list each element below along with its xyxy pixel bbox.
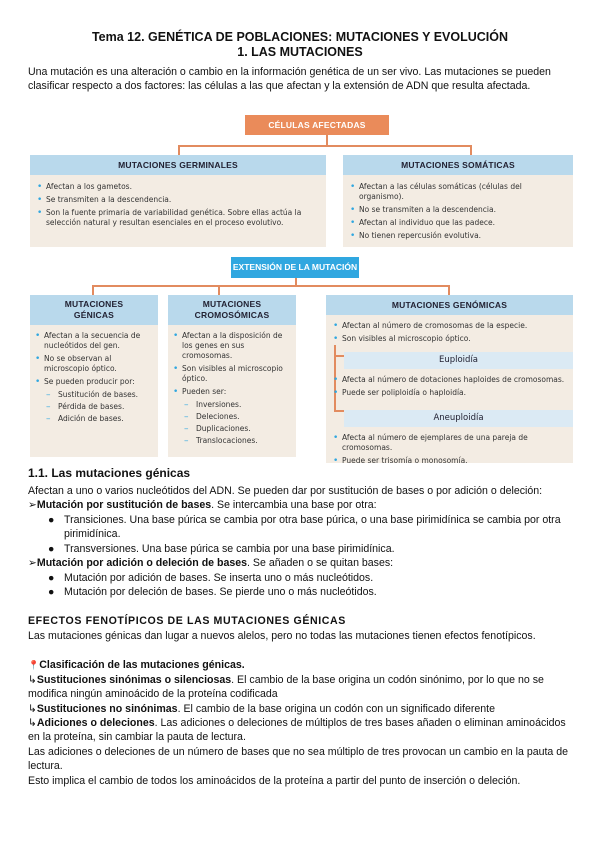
frameshift-paragraph: Las adiciones o deleciones de un número de bases que no sea múltiplo de tres provocan un cambio en la pauta de lectura. bbox=[28, 746, 569, 772]
bullet-icon: ● bbox=[48, 543, 55, 555]
genic-header: MUTACIONES GÉNICAS bbox=[30, 295, 158, 325]
chromosomal-header: MUTACIONES CROMOSÓMICAS bbox=[168, 295, 296, 325]
genomic-item: • Son visibles al microscopio óptico. bbox=[332, 334, 568, 344]
euploidy-item: • Puede ser poliploidía o haploidía. bbox=[332, 388, 568, 398]
somatic-item: • No tienen repercusión evolutiva. bbox=[349, 231, 567, 241]
return-arrow-icon: ↳ bbox=[28, 717, 37, 729]
aneuploidy-item: • Puede ser trisomía o monosomía. bbox=[332, 456, 568, 466]
genic-item: • Se pueden producir por: bbox=[34, 377, 154, 387]
germinal-panel bbox=[30, 175, 326, 247]
chromosomal-panel bbox=[168, 325, 296, 457]
chromosomal-item: • Afectan a la disposición de los genes en sus cromosomas. bbox=[172, 331, 292, 361]
deletion-item: Mutación por deleción de bases. Se pierde uno o más nucleótidos. bbox=[64, 586, 377, 598]
classification-heading: 📍Clasificación de las mutaciones génicas. bbox=[28, 659, 245, 671]
chromosomal-item: • Son visibles al microscopio óptico. bbox=[172, 364, 292, 384]
pin-icon: 📍 bbox=[28, 660, 40, 670]
genomic-item: • Afectan al número de cromosomas de la especie. bbox=[332, 321, 568, 331]
genic-subitem: – Sustitución de bases. bbox=[34, 390, 154, 400]
arrow-icon: ➢ bbox=[28, 557, 37, 569]
genic-subitem: – Pérdida de bases. bbox=[34, 402, 154, 412]
indel-paragraph: ↳Adiciones o deleciones. Las adiciones o deleciones de múltiplos de tres bases añaden o eliminan aminoácidos en la proteína, sin cambiar la pauta de lectura. bbox=[28, 717, 566, 743]
genomic-header: MUTACIONES GENÓMICAS bbox=[326, 295, 573, 315]
addition-deletion-line: ➢Mutación por adición o deleción de bases. Se añaden o se quitan bases: bbox=[28, 557, 394, 569]
genomic-panel bbox=[326, 315, 573, 463]
euploidy-header: Euploidía bbox=[344, 352, 573, 369]
somatic-header: MUTACIONES SOMÁTICAS bbox=[343, 155, 573, 175]
extension-header: EXTENSIÓN DE LA MUTACIÓN bbox=[231, 257, 359, 278]
chromosomal-subitem: – Duplicaciones. bbox=[172, 424, 292, 434]
genic-item: • Afectan a la secuencia de nucleótidos del gen. bbox=[34, 331, 154, 351]
somatic-panel bbox=[343, 175, 573, 247]
germinal-header: MUTACIONES GERMINALES bbox=[30, 155, 326, 175]
section-title: 1. LAS MUTACIONES bbox=[237, 45, 363, 59]
addition-item: Mutación por adición de bases. Se inserta uno o más nucleótidos. bbox=[64, 572, 374, 584]
genic-subitem: – Adición de bases. bbox=[34, 414, 154, 424]
synonymous-paragraph: ↳Sustituciones sinónimas o silenciosas. El cambio de la base origina un codón sinónimo, por lo que no se modifica ningún aminoácido de la proteína codificada bbox=[28, 674, 544, 700]
intro-paragraph: Una mutación es una alteración o cambio en la información genética de un ser vivo. Las mutaciones se pueden clasificar respecto a dos factores: las células a las que afectan y la extensión de ADN que resulta afectada. bbox=[28, 66, 551, 92]
chromosomal-item: • Pueden ser: bbox=[172, 387, 292, 397]
arrow-icon: ➢ bbox=[28, 499, 37, 511]
germinal-item: • Afectan a los gametos. bbox=[36, 182, 320, 192]
bullet-icon: ● bbox=[48, 586, 55, 598]
effects-intro: Las mutaciones génicas dan lugar a nuevos alelos, pero no todas las mutaciones tienen efectos fenotípicos. bbox=[28, 630, 536, 642]
genic-item: • No se observan al microscopio óptico. bbox=[34, 354, 154, 374]
genic-mutations-intro: Afectan a uno o varios nucleótidos del ADN. Se pueden dar por sustitución de bases o por adición o deleción: bbox=[28, 485, 543, 497]
nonsynonymous-paragraph: ↳Sustituciones no sinónimas. El cambio de la base origina un codón con un significado diferente bbox=[28, 703, 496, 715]
aneuploidy-header: Aneuploidía bbox=[344, 410, 573, 427]
germinal-item: • Se transmiten a la descendencia. bbox=[36, 195, 320, 205]
effects-heading: EFECTOS FENOTÍPICOS DE LAS MUTACIONES GÉNICAS bbox=[28, 615, 346, 627]
chromosomal-subitem: – Inversiones. bbox=[172, 400, 292, 410]
chromosomal-subitem: – Translocaciones. bbox=[172, 436, 292, 446]
somatic-item: • Afectan a las células somáticas (células del organismo). bbox=[349, 182, 567, 202]
genic-mutations-heading: 1.1. Las mutaciones génicas bbox=[28, 466, 191, 480]
return-arrow-icon: ↳ bbox=[28, 703, 37, 715]
implication-paragraph: Esto implica el cambio de todos los aminoácidos de la proteína a partir del punto de inserción o deleción. bbox=[28, 775, 521, 787]
germinal-item: • Son la fuente primaria de variabilidad genética. Sobre ellas actúa la selección natural y resultan esenciales en el proceso evolutivo. bbox=[36, 208, 320, 228]
chromosomal-subitem: – Deleciones. bbox=[172, 412, 292, 422]
substitution-line: ➢Mutación por sustitución de bases. Se intercambia una base por otra: bbox=[28, 499, 377, 511]
genic-panel bbox=[30, 325, 158, 457]
return-arrow-icon: ↳ bbox=[28, 674, 37, 686]
aneuploidy-item: • Afecta al número de ejemplares de una pareja de cromosomas. bbox=[332, 433, 568, 453]
transversion-item: Transversiones. Una base púrica se cambia por una base pirimidínica. bbox=[64, 543, 395, 555]
bullet-icon: ● bbox=[48, 572, 55, 584]
transition-item: Transiciones. Una base púrica se cambia por otra base púrica, o una base pirimidínica se cambia por otra pirimidínica. bbox=[64, 514, 561, 540]
euploidy-item: • Afecta al número de dotaciones haploides de cromosomas. bbox=[332, 375, 568, 385]
cells-affected-header: CÉLULAS AFECTADAS bbox=[245, 115, 389, 135]
bullet-icon: ● bbox=[48, 514, 55, 526]
somatic-item: • Afectan al individuo que las padece. bbox=[349, 218, 567, 228]
page-title: Tema 12. GENÉTICA DE POBLACIONES: MUTACIONES Y EVOLUCIÓN bbox=[91, 30, 509, 44]
somatic-item: • No se transmiten a la descendencia. bbox=[349, 205, 567, 215]
